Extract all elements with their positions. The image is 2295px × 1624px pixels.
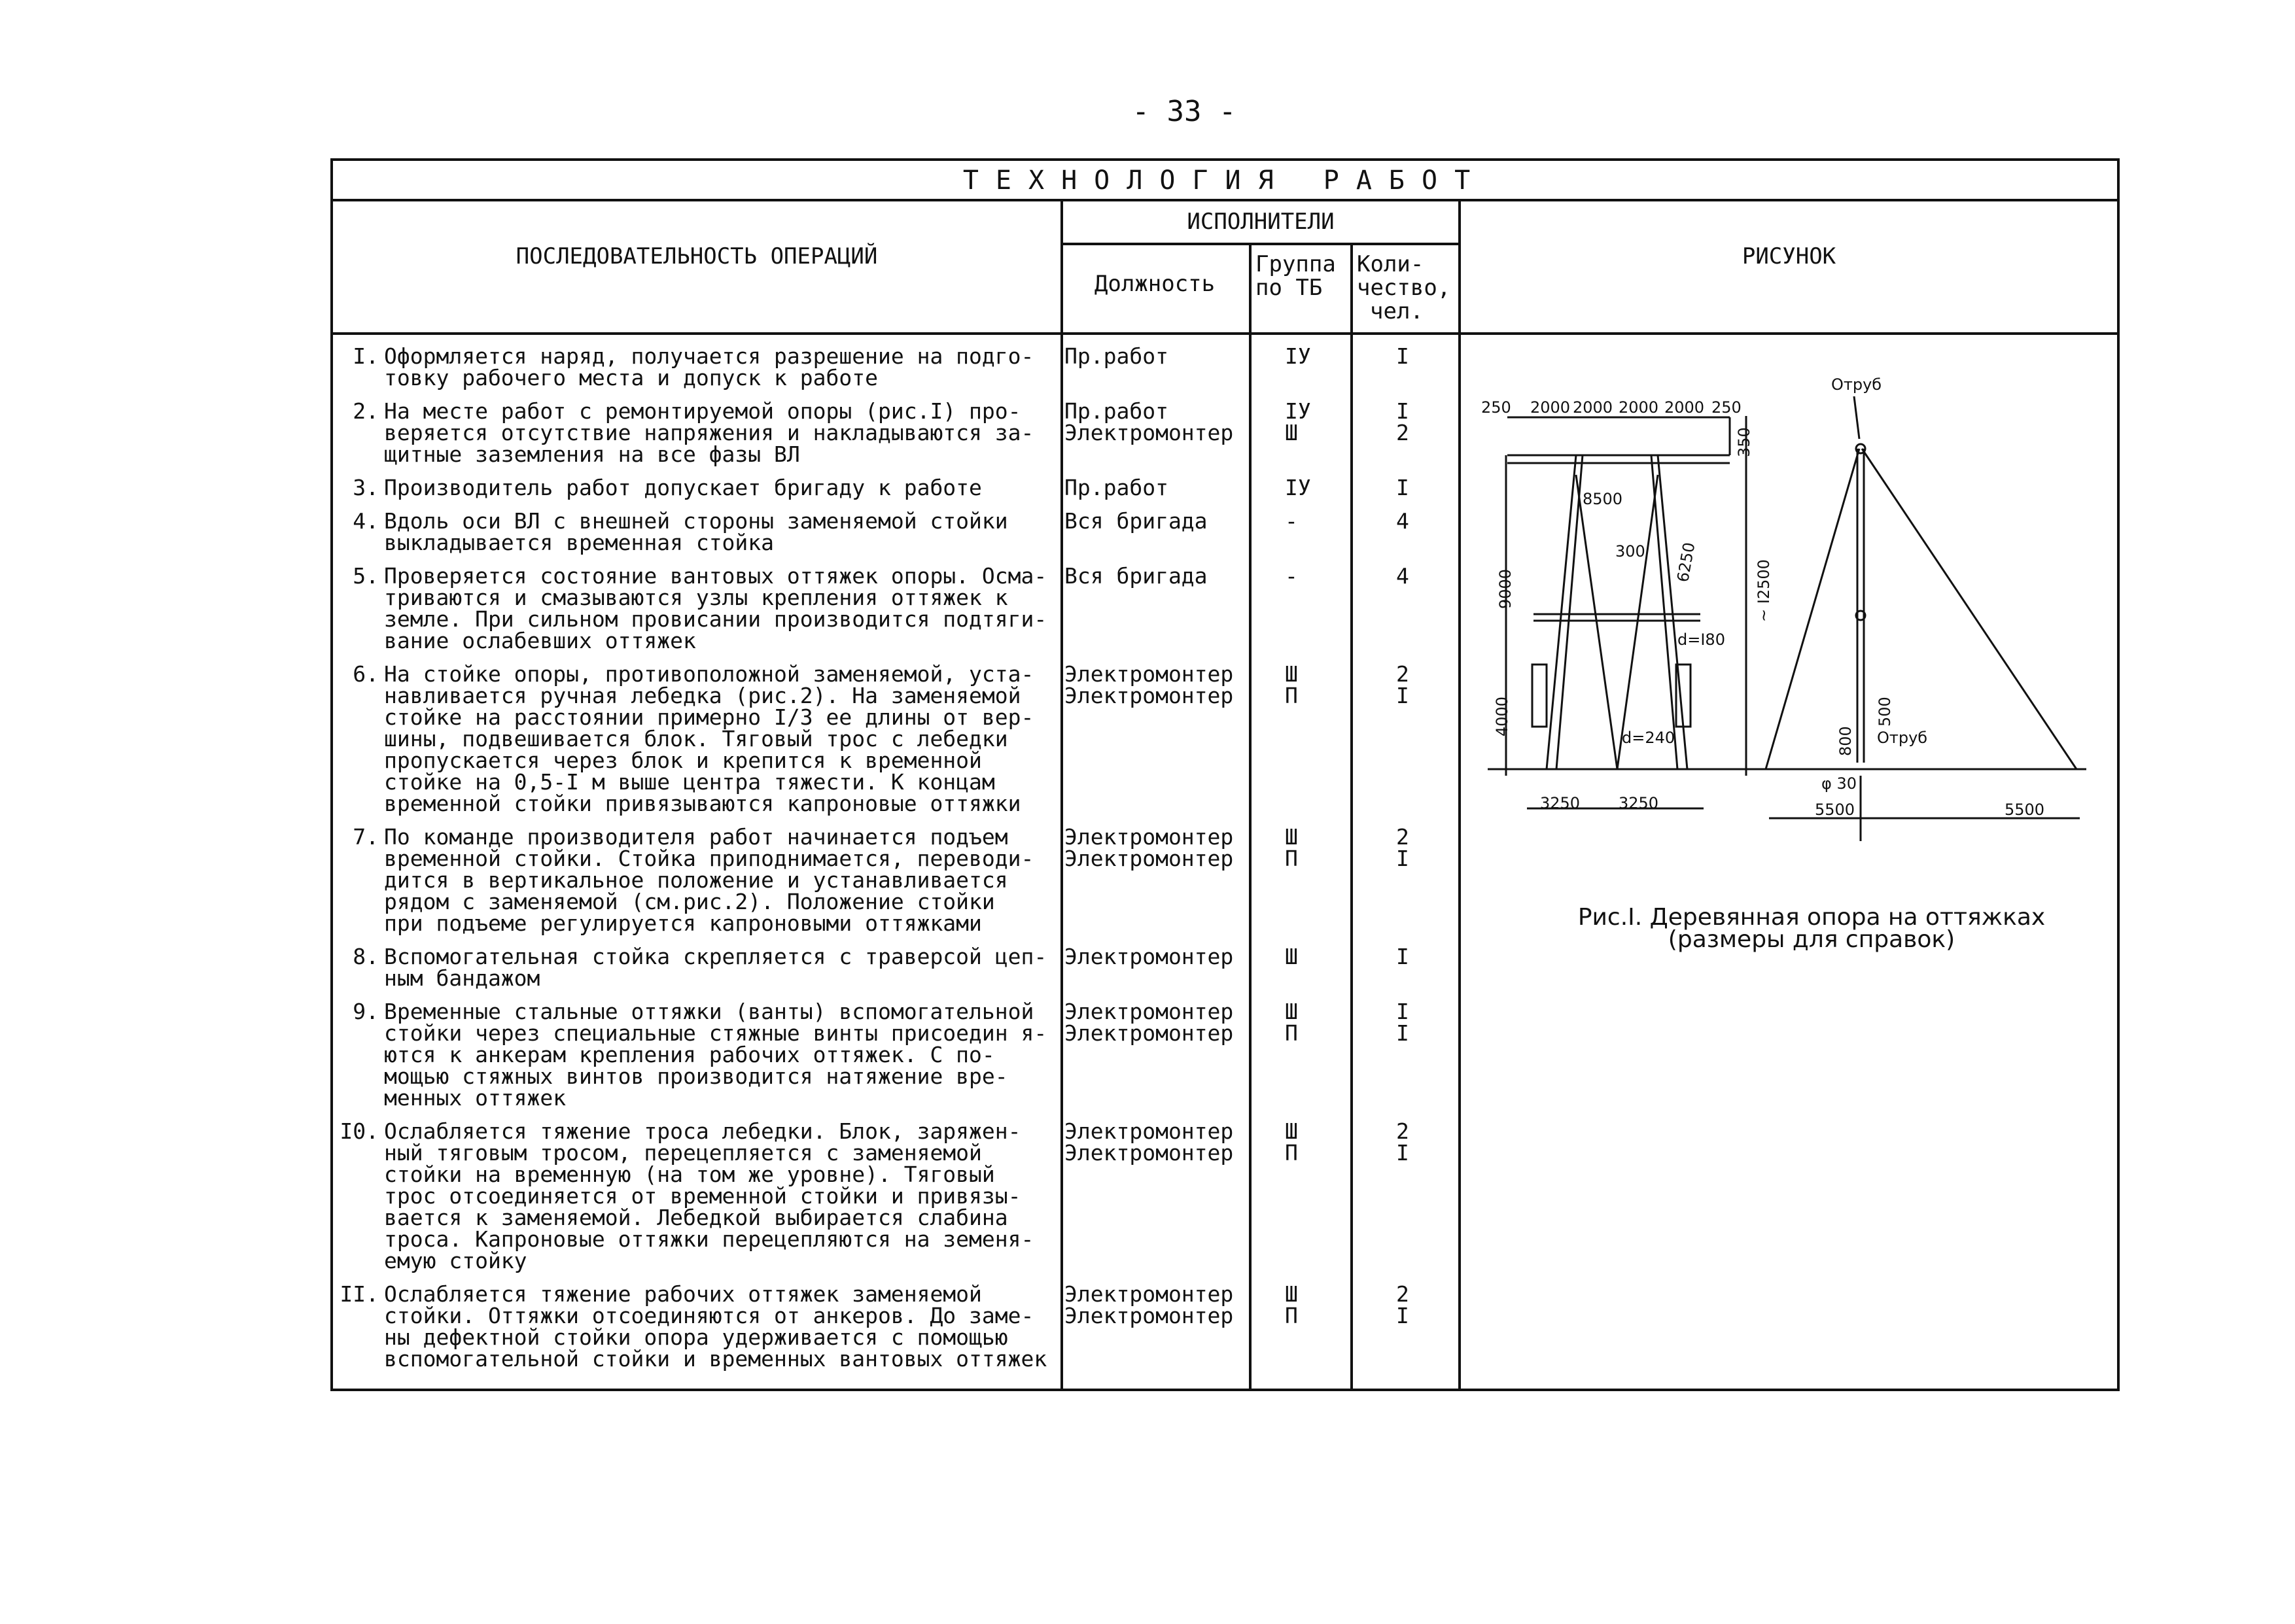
operation-number: 5. bbox=[353, 563, 379, 589]
operation-text-line: менных оттяжек bbox=[384, 1085, 567, 1111]
dim-top-2000d: 2000 bbox=[1664, 398, 1705, 417]
dim-8500: 8500 bbox=[1583, 490, 1623, 508]
operation-text-line: земле. При сильном провисании производится подтяги- bbox=[384, 606, 1047, 632]
center-strut-1 bbox=[1576, 475, 1617, 769]
operation-quantity: 4 bbox=[1396, 508, 1409, 534]
operation-quantity: I bbox=[1396, 398, 1409, 424]
dim-6250: 6250 bbox=[1673, 541, 1699, 584]
operation-text-line: На месте работ с ремонтируемой опоры (рис.I) про- bbox=[384, 398, 1021, 424]
header-group bbox=[1252, 252, 1354, 300]
left-guy bbox=[1766, 449, 1859, 769]
operation-quantity: 4 bbox=[1396, 563, 1409, 589]
operation-row bbox=[338, 946, 1058, 989]
operation-row bbox=[338, 1120, 1058, 1271]
caption-line-1: Рис.I. Деревянная опора на оттяжках bbox=[1577, 904, 2046, 931]
operation-text-line: навливается ручная лебедка (рис.2). На заменяемой bbox=[384, 683, 1021, 708]
operation-group: Ш bbox=[1285, 1118, 1298, 1144]
operation-number: I0. bbox=[340, 1118, 379, 1144]
operation-text-line: ный тяговым тросом, перецепляется с заменяемой bbox=[384, 1140, 982, 1166]
dim-9000: 9000 bbox=[1496, 568, 1515, 609]
dim-top-250a: 250 bbox=[1481, 398, 1511, 417]
operation-text-line: На стойке опоры, противоположной заменяемой, уста- bbox=[384, 661, 1034, 687]
dim-4000: 4000 bbox=[1493, 696, 1511, 736]
operation-quantity: 2 bbox=[1396, 661, 1409, 687]
operation-position: Пр.работ bbox=[1064, 343, 1168, 369]
operation-text-line: вспомогательной стойки и временных вантовых оттяжек bbox=[384, 1346, 1047, 1372]
operation-quantity: 2 bbox=[1396, 420, 1409, 445]
right-guy bbox=[1862, 449, 2076, 769]
operation-position: Пр.работ bbox=[1064, 475, 1168, 500]
operation-quantity: I bbox=[1396, 1140, 1409, 1166]
header-position: Должность bbox=[1094, 271, 1216, 297]
operation-number: 4. bbox=[353, 508, 379, 534]
header-quantity bbox=[1353, 252, 1462, 323]
operation-group: IУ bbox=[1285, 343, 1311, 369]
operation-quantity: I bbox=[1396, 343, 1409, 369]
operation-number: 8. bbox=[353, 944, 379, 969]
operation-text-line: Оформляется наряд, получается разрешение на подго- bbox=[384, 343, 1034, 369]
operation-text-line: вание ослабевших оттяжек bbox=[384, 628, 696, 653]
operation-text-line: вается к заменяемой. Лебедкой выбирается слабина bbox=[384, 1205, 1008, 1230]
operation-row bbox=[338, 565, 1058, 651]
operation-position: Вся бригада bbox=[1064, 508, 1208, 534]
operation-group: П bbox=[1285, 683, 1298, 708]
col-sep-2 bbox=[1249, 243, 1252, 1391]
operation-text-line: мощью стяжных винтов производится натяжение вре- bbox=[384, 1063, 1008, 1089]
header-group-l1: Группа bbox=[1255, 251, 1336, 277]
header-qty-l1: Коли- bbox=[1357, 251, 1424, 277]
operation-quantity: 2 bbox=[1396, 824, 1409, 850]
left-clamp bbox=[1532, 665, 1547, 727]
operation-quantity: I bbox=[1396, 475, 1409, 500]
dim-top-250b: 250 bbox=[1711, 398, 1742, 417]
operation-text-line: троса. Капроновые оттяжки перецепляются на земеня- bbox=[384, 1226, 1034, 1252]
page-number: - 33 - bbox=[1132, 95, 1236, 128]
operation-text-line: ются к анкерам крепления рабочих оттяжек. С по- bbox=[384, 1042, 995, 1067]
operation-text-line: стойки через специальные стяжные винты присоедин я- bbox=[384, 1020, 1047, 1046]
operation-group: П bbox=[1285, 846, 1298, 871]
operation-group: П bbox=[1285, 1140, 1298, 1166]
operation-quantity: 2 bbox=[1396, 1118, 1409, 1144]
operation-text-line: выкладывается временная стойка bbox=[384, 530, 775, 555]
header-figure: РИСУНОК bbox=[1742, 243, 1836, 269]
figure-caption bbox=[1498, 904, 2126, 953]
dim-300: 300 bbox=[1615, 542, 1645, 561]
operation-text-line: емую стойку bbox=[384, 1248, 527, 1273]
operation-position: Электромонтер bbox=[1064, 999, 1234, 1024]
operation-position: Электромонтер bbox=[1064, 683, 1234, 708]
label-otrub-bottom: Отруб bbox=[1877, 729, 1928, 747]
operation-text-line: Вспомогательная стойка скрепляется с траверсой цеп- bbox=[384, 944, 1047, 969]
dim-d240: d=240 bbox=[1622, 729, 1675, 747]
operation-text-line: трос отсоединяется от временной стойки и привязы- bbox=[384, 1183, 1021, 1209]
operation-text-line: Вдоль оси ВЛ с внешней стороны заменяемой стойки bbox=[384, 508, 1008, 534]
col-sep-3 bbox=[1350, 243, 1353, 1391]
operation-text-line: щитные заземления на все фазы ВЛ bbox=[384, 441, 800, 467]
operation-number: 3. bbox=[353, 475, 379, 500]
operation-group: Ш bbox=[1285, 1281, 1298, 1307]
operation-text-line: при подъеме регулируется капроновыми оттяжками bbox=[384, 910, 982, 936]
operation-row bbox=[338, 1001, 1058, 1109]
operation-text-line: дится в вертикальное положение и устанавливается bbox=[384, 867, 1008, 893]
dim-500: 500 bbox=[1876, 697, 1894, 727]
operation-text-line: стойке на 0,5-I м выше центра тяжести. К концам bbox=[384, 769, 995, 795]
header-performers: ИСПОЛНИТЕЛИ bbox=[1187, 209, 1335, 235]
operation-group: IУ bbox=[1285, 398, 1311, 424]
dim-12500: ~ I2500 bbox=[1755, 559, 1773, 622]
header-bottom bbox=[333, 332, 2117, 335]
operation-number: I. bbox=[353, 343, 379, 369]
operation-row bbox=[338, 510, 1058, 553]
operation-row bbox=[338, 477, 1058, 498]
operation-number: II. bbox=[340, 1281, 379, 1307]
operation-group: П bbox=[1285, 1020, 1298, 1046]
technology-table bbox=[330, 158, 2120, 1391]
operation-number: 2. bbox=[353, 398, 379, 424]
operation-quantity: I bbox=[1396, 1020, 1409, 1046]
operation-row bbox=[338, 345, 1058, 389]
dim-350: 350 bbox=[1735, 427, 1753, 457]
operation-number: 6. bbox=[353, 661, 379, 687]
header-group-l2: по ТБ bbox=[1255, 275, 1323, 301]
operation-quantity: I bbox=[1396, 999, 1409, 1024]
dim-3250a: 3250 bbox=[1540, 794, 1581, 812]
operation-number: 7. bbox=[353, 824, 379, 850]
table-title: ТЕХНОЛОГИЯ РАБОТ bbox=[333, 161, 2117, 201]
center-strut-2 bbox=[1617, 475, 1658, 769]
operation-group: Ш bbox=[1285, 661, 1298, 687]
operation-group: - bbox=[1285, 563, 1298, 589]
operation-text-line: Ослабляется тяжение рабочих оттяжек заменяемой bbox=[384, 1281, 982, 1307]
operation-position: Вся бригада bbox=[1064, 563, 1208, 589]
col-sep-1 bbox=[1060, 201, 1063, 1391]
header-sequence: ПОСЛЕДОВАТЕЛЬНОСТЬ ОПЕРАЦИЙ bbox=[516, 243, 878, 269]
operation-group: Ш bbox=[1285, 824, 1298, 850]
dim-top-2000a: 2000 bbox=[1530, 398, 1571, 417]
operation-position: Электромонтер bbox=[1064, 1020, 1234, 1046]
operation-text-line: шины, подвешивается блок. Тяговый трос с лебедки bbox=[384, 726, 1008, 752]
operation-row bbox=[338, 1283, 1058, 1370]
operation-text-line: стойки на временную (на том же уровне). Тяговый bbox=[384, 1162, 995, 1187]
dim-d180: d=I80 bbox=[1677, 631, 1725, 649]
operation-position: Электромонтер bbox=[1064, 824, 1234, 850]
operation-quantity: I bbox=[1396, 944, 1409, 969]
header-qty-l2: чество, bbox=[1357, 275, 1451, 301]
col-sep-4 bbox=[1458, 201, 1461, 1391]
operation-text-line: стойки. Оттяжки отсоединяются от анкеров. До заме- bbox=[384, 1303, 1034, 1328]
dim-top-2000b: 2000 bbox=[1573, 398, 1613, 417]
operation-position: Электромонтер bbox=[1064, 1281, 1234, 1307]
operation-group: IУ bbox=[1285, 475, 1311, 500]
dim-phi30: φ 30 bbox=[1821, 774, 1857, 793]
operation-text-line: триваются и смазываются узлы крепления оттяжек к bbox=[384, 585, 1008, 610]
operation-text-line: стойке на расстоянии примерно I/3 ее длины от вер- bbox=[384, 704, 1034, 730]
operation-text-line: веряется отсутствие напряжения и накладываются за- bbox=[384, 420, 1034, 445]
operation-group: Ш bbox=[1285, 999, 1298, 1024]
operation-position: Пр.работ bbox=[1064, 398, 1168, 424]
operation-group: П bbox=[1285, 1303, 1298, 1328]
operation-row bbox=[338, 826, 1058, 934]
operation-position: Электромонтер bbox=[1064, 1140, 1234, 1166]
operation-text-line: временной стойки. Стойка приподнимается, переводи- bbox=[384, 846, 1034, 871]
operation-position: Электромонтер bbox=[1064, 420, 1234, 445]
dim-top-2000c: 2000 bbox=[1619, 398, 1659, 417]
guyed-pole-drawing bbox=[1468, 357, 2096, 867]
operation-text-line: ным бандажом bbox=[384, 965, 540, 991]
otrub-leader bbox=[1854, 396, 1859, 439]
dim-800: 800 bbox=[1836, 726, 1855, 756]
operation-text-line: Проверяется состояние вантовых оттяжек опоры. Осма- bbox=[384, 563, 1047, 589]
operation-text-line: товку рабочего места и допуск к работе bbox=[384, 365, 878, 390]
operation-row bbox=[338, 400, 1058, 465]
operation-number: 9. bbox=[353, 999, 379, 1024]
label-otrub-top: Отруб bbox=[1831, 375, 1882, 394]
operation-position: Электромонтер bbox=[1064, 1303, 1234, 1328]
operation-quantity: I bbox=[1396, 846, 1409, 871]
operation-position: Электромонтер bbox=[1064, 661, 1234, 687]
operation-text-line: временной стойки привязываются капроновые оттяжки bbox=[384, 791, 1021, 816]
operation-position: Электромонтер bbox=[1064, 944, 1234, 969]
operation-row bbox=[338, 663, 1058, 814]
performers-underline bbox=[1060, 243, 1461, 245]
operation-text-line: пропускается через блок и крепится к временной bbox=[384, 748, 982, 773]
operation-group: Ш bbox=[1285, 420, 1298, 445]
operation-text-line: Временные стальные оттяжки (ванты) вспомогательной bbox=[384, 999, 1034, 1024]
operation-text-line: Ослабляется тяжение троса лебедки. Блок, заряжен- bbox=[384, 1118, 1021, 1144]
operation-text-line: рядом с заменяемой (см.рис.2). Положение стойки bbox=[384, 889, 995, 914]
operation-quantity: I bbox=[1396, 683, 1409, 708]
operation-text-line: Производитель работ допускает бригаду к работе bbox=[384, 475, 982, 500]
dim-3250b: 3250 bbox=[1619, 794, 1659, 812]
dim-5500b: 5500 bbox=[2005, 801, 2045, 819]
caption-line-2: (размеры для справок) bbox=[1668, 926, 1955, 953]
operation-group: Ш bbox=[1285, 944, 1298, 969]
operation-group: - bbox=[1285, 508, 1298, 534]
operation-text-line: ны дефектной стойки опора удерживается с помощью bbox=[384, 1324, 1008, 1350]
operation-position: Электромонтер bbox=[1064, 846, 1234, 871]
dim-5500a: 5500 bbox=[1815, 801, 1855, 819]
operation-quantity: I bbox=[1396, 1303, 1409, 1328]
header-qty-l3: чел. bbox=[1370, 298, 1424, 324]
operation-quantity: 2 bbox=[1396, 1281, 1409, 1307]
operation-position: Электромонтер bbox=[1064, 1118, 1234, 1144]
operation-text-line: По команде производителя работ начинается подъем bbox=[384, 824, 1008, 850]
